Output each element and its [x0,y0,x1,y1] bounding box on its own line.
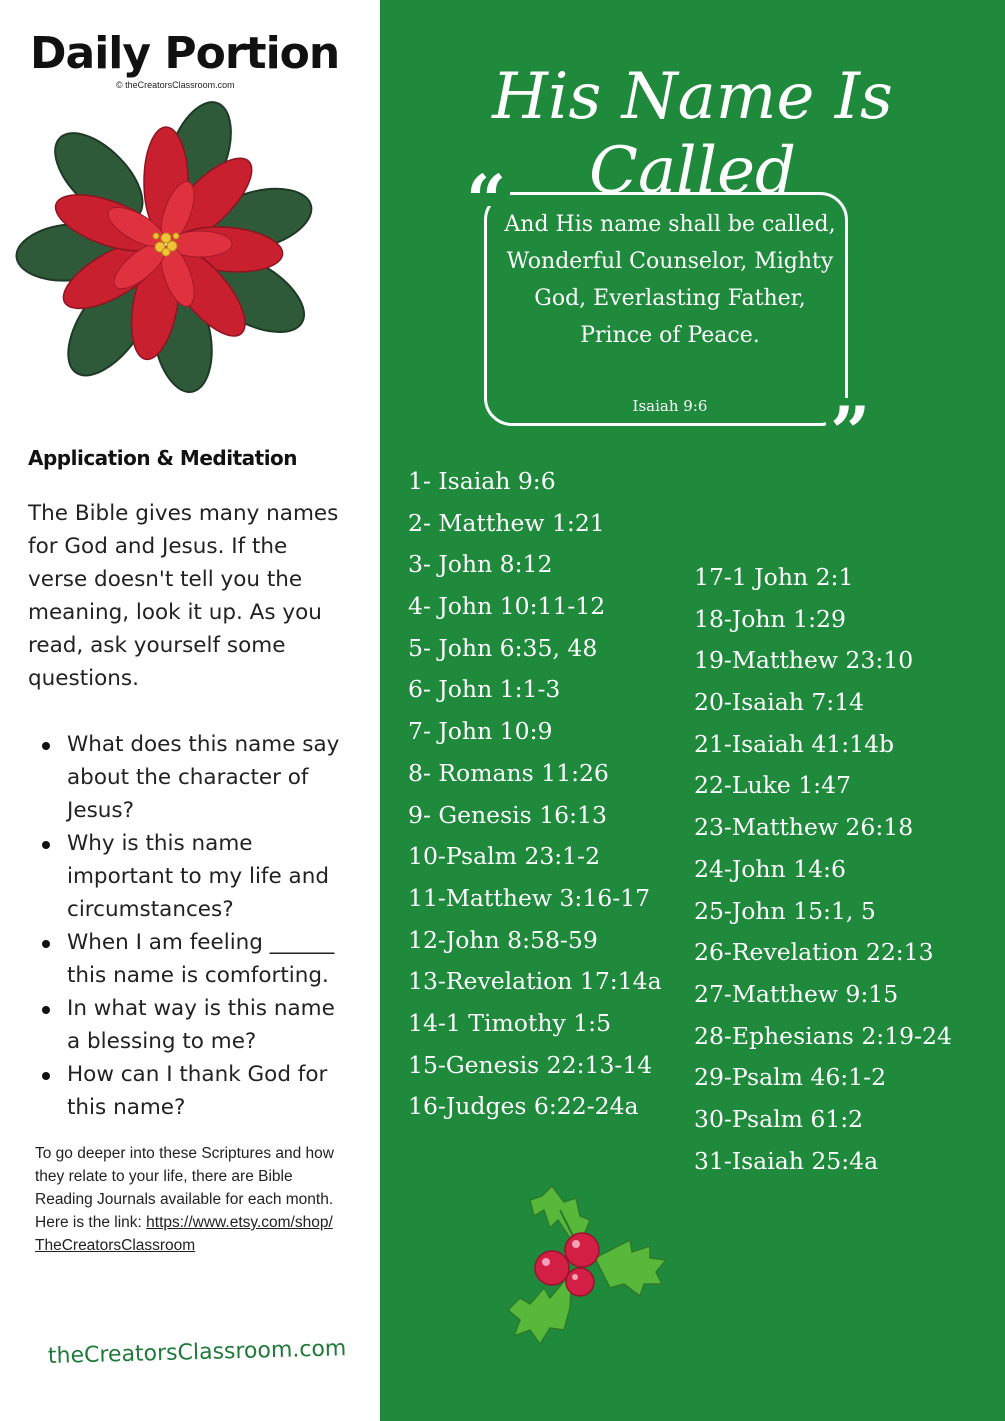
question-line: this name? [67,1095,186,1120]
question-item [67,1058,348,1124]
reading-list-column-2 [694,557,952,1182]
reading-item: 5- John 6:35, 48 [408,633,598,662]
etsy-shop-link[interactable]: https://www.etsy.com/shop/TheCreatorsClassroom [35,1214,333,1254]
poinsettia-illustration [8,96,340,401]
reading-item: 14-1 Timothy 1:5 [408,1008,612,1037]
reading-item: 18-John 1:29 [694,604,846,633]
question-item [67,926,348,992]
question-line: about the character of [67,765,309,790]
reading-item: 4- John 10:11-12 [408,592,606,621]
reading-item: 12-John 8:58-59 [408,925,598,954]
reading-item: 31-Isaiah 25:4a [694,1146,879,1175]
question-line: In what way is this name [67,996,335,1021]
reading-item: 26-Revelation 22:13 [694,938,934,967]
reading-item: 13-Revelation 17:14a [408,967,662,996]
reading-list-column-1 [408,461,662,1128]
reading-item: 3- John 8:12 [408,550,553,579]
question-line: this name is comforting. [67,963,329,988]
main-title: His Name Is Called [492,60,893,208]
reading-item: 27-Matthew 9:15 [694,979,899,1008]
reading-item: 11-Matthew 3:16-17 [408,883,651,912]
question-line: a blessing to me? [67,1029,257,1054]
question-line: Why is this name [67,831,253,856]
reading-item: 15-Genesis 22:13-14 [408,1050,653,1079]
question-item [67,827,348,926]
quote-close-icon: ” [826,398,874,448]
reading-item: 25-John 15:1, 5 [694,896,876,925]
question-line: Jesus? [67,798,135,823]
quote-text: And His name shall be called, Wonderful Counselor, Mighty God, Everlasting Father, Prince of Peace. [504,212,836,348]
reading-item: 2- Matthew 1:21 [408,508,605,537]
reading-item: 9- Genesis 16:13 [408,800,607,829]
question-line: How can I thank God for [67,1062,328,1087]
holly-illustration [500,1180,670,1350]
reading-item: 19-Matthew 23:10 [694,646,914,675]
quote-open-icon: “ [462,166,510,206]
reading-item: 8- Romans 11:26 [408,758,609,787]
reading-item: 7- John 10:9 [408,717,553,746]
question-line: When I am feeling ______ [67,930,335,955]
question-line: circumstances? [67,897,234,922]
question-item [67,728,348,827]
reading-item: 21-Isaiah 41:14b [694,729,895,758]
brand-title: Daily Portion [30,28,340,79]
question-list [28,728,348,1124]
reading-item: 17-1 John 2:1 [694,563,854,591]
brand-subtitle: © theCreatorsClassroom.com [116,80,235,90]
question-item [67,992,348,1058]
reading-item: 29-Psalm 46:1-2 [694,1063,887,1092]
reading-item: 28-Ephesians 2:19-24 [694,1021,952,1050]
quote-reference: Isaiah 9:6 [632,397,708,415]
footer-website: theCreatorsClassroom.com [47,1336,347,1369]
journal-note [35,1142,335,1257]
reading-item: 10-Psalm 23:1-2 [408,842,601,871]
reading-item: 23-Matthew 26:18 [694,813,914,842]
reading-item: 24-John 14:6 [694,854,846,883]
question-line: What does this name say [67,732,340,757]
application-intro: The Bible gives many names for God and Jesus. If the verse doesn't tell you the meaning, look it up. As you read, ask yourself some questions. [28,501,339,691]
reading-item: 20-Isaiah 7:14 [694,688,865,717]
reading-item: 30-Psalm 61:2 [694,1104,864,1133]
application-heading: Application & Meditation [28,446,298,470]
reading-item: 1- Isaiah 9:6 [408,467,556,495]
reading-item: 22-Luke 1:47 [694,771,851,800]
reading-item: 6- John 1:1-3 [408,675,561,704]
reading-item: 16-Judges 6:22-24a [408,1092,639,1121]
question-line: important to my life and [67,864,329,889]
journal-note-text: To go deeper into these Scriptures and how they relate to your life, there are Bible Reading Journals available for each month. Here is the link: [35,1145,334,1231]
